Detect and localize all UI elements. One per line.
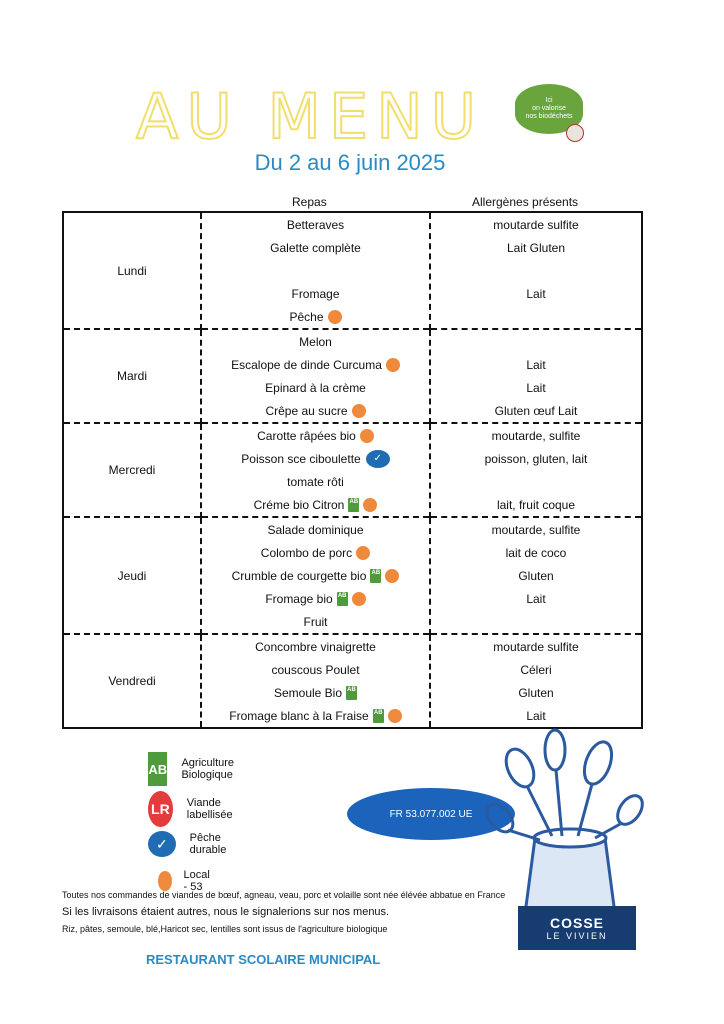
allergen-list [430, 517, 642, 634]
meal-item [202, 213, 429, 236]
local-dot-icon [388, 709, 402, 723]
local-dot-icon [352, 404, 366, 418]
fr-approval-badge: FR 53.077.002 UE [347, 788, 515, 840]
day-name: Vendredi [63, 634, 201, 728]
msc-fish-icon: ✓ [148, 831, 176, 857]
allergen-item: Gluten [518, 685, 554, 700]
meal-item [202, 587, 429, 610]
meal-item-label: Fromage blanc à la Fraise [229, 708, 369, 723]
ab-logo-icon: AB [346, 686, 357, 700]
allergen-item: Lait [526, 357, 546, 372]
allergen-item: Lait [526, 708, 546, 723]
menu-day-row [63, 423, 642, 517]
column-header-repas: Repas [292, 195, 327, 209]
local-dot-icon [356, 546, 370, 560]
meal-item-label: Galette complète [270, 240, 361, 255]
legend-item-ab [148, 752, 247, 786]
allergen-item: Lait [526, 380, 546, 395]
meal-item [202, 518, 429, 541]
cosse-logo-line2: LE VIVIEN [546, 931, 608, 941]
allergen-list [430, 423, 642, 517]
meal-item [202, 236, 429, 259]
day-name: Jeudi [63, 517, 201, 634]
meal-item [202, 541, 429, 564]
cosse-logo-line1: COSSE [549, 915, 604, 931]
utensils-illustration [480, 728, 650, 914]
meal-item-label: tomate rôti [287, 474, 344, 489]
meal-list [201, 634, 430, 728]
msc-fish-icon: ✓ [366, 450, 390, 468]
ab-logo-icon: AB [370, 569, 381, 583]
local-dot-icon [158, 871, 172, 891]
allergen-item: Lait Gluten [506, 240, 566, 255]
menu-table [62, 211, 643, 729]
meal-item-label: couscous Poulet [271, 662, 360, 677]
cosse-le-vivien-logo [518, 906, 636, 950]
local-dot-icon [385, 569, 399, 583]
meal-item [202, 353, 429, 376]
meal-item [202, 282, 429, 305]
legend-label-label-rouge: Viande labellisée [186, 797, 233, 821]
legend-label-local: Local - 53 [183, 869, 210, 893]
legend-item-label-rouge [148, 791, 244, 827]
menu-date: Du 2 au 6 juin 2025 [254, 150, 446, 175]
meal-item [202, 399, 429, 422]
meal-item-label: Fromage bio [265, 591, 333, 606]
local-dot-icon [360, 429, 374, 443]
biowaste-badge-line1: Ici [545, 97, 553, 104]
allergen-item [431, 610, 641, 633]
footer-line-organic: Riz, pâtes, semoule, blé,Haricot sec, lentilles sont issus de l'agriculture biologique [62, 924, 388, 934]
legend-label-ab: Agriculture Biologique [181, 757, 235, 781]
meal-item-label: Epinard à la crème [265, 380, 366, 395]
ab-logo-icon: AB [148, 752, 167, 786]
allergen-item: Lait [526, 286, 546, 301]
legend-label-msc: Pêche durable [189, 832, 227, 856]
meal-item-label: Semoule Bio [273, 685, 343, 700]
meal-item [202, 610, 429, 633]
meal-item [202, 493, 429, 516]
meal-item-label: Pêche [289, 309, 324, 324]
meal-item [202, 305, 429, 328]
local-dot-icon [386, 358, 400, 372]
seal-icon [566, 124, 584, 142]
page-title: AU MENU [136, 80, 484, 153]
legend-item-msc [148, 831, 239, 857]
label-rouge-icon: LR [148, 791, 173, 827]
allergen-item [431, 259, 641, 282]
footer-line-origin: Toutes nos commandes de viandes de bœuf, agneau, veau, porc et volaille sont née élévée abbatue en France [62, 890, 506, 900]
allergen-item [431, 305, 641, 328]
meal-list [201, 423, 430, 517]
meal-item [202, 564, 429, 587]
day-name: Mardi [63, 329, 201, 423]
meal-item [202, 470, 429, 493]
biowaste-badge-line3: nos biodéchets [525, 113, 573, 120]
ab-logo-icon: AB [337, 592, 348, 606]
meal-list [201, 212, 430, 329]
allergen-item: moutarde sulfite [493, 217, 579, 232]
restaurant-name: RESTAURANT SCOLAIRE MUNICIPAL [146, 952, 381, 967]
allergen-list [430, 634, 642, 728]
biowaste-badge-line2: on valorise [532, 105, 566, 112]
ab-logo-icon: AB [348, 498, 359, 512]
menu-day-row [63, 634, 642, 728]
meal-item [202, 635, 429, 658]
meal-item-label: Crumble de courgette bio [231, 568, 367, 583]
meal-item [202, 330, 429, 353]
menu-day-row [63, 329, 642, 423]
meal-item-label: Escalope de dinde Curcuma [231, 357, 382, 372]
allergen-item: Lait [526, 591, 546, 606]
meal-item-label: Salade dominique [267, 522, 364, 537]
allergen-item: Gluten œuf Lait [494, 403, 578, 418]
allergen-item: Céleri [520, 662, 552, 677]
local-dot-icon [352, 592, 366, 606]
allergen-list [430, 329, 642, 423]
menu-day-row [63, 517, 642, 634]
meal-item-label: Poisson sce ciboulette [241, 451, 361, 466]
meal-item [202, 681, 429, 704]
meal-item [202, 424, 429, 447]
allergen-item: moutarde, sulfite [491, 522, 581, 537]
column-header-allergens: Allergènes présents [472, 195, 579, 209]
allergen-item: poisson, gluten, lait [484, 451, 588, 466]
meal-item [202, 447, 429, 470]
meal-item [202, 259, 429, 282]
meal-item-label: Fromage [291, 286, 340, 301]
allergen-item [431, 470, 641, 493]
meal-item-label: Fruit [303, 614, 328, 629]
allergen-item: moutarde, sulfite [491, 428, 581, 443]
meal-item-label: Créme bio Citron [253, 497, 345, 512]
meal-item-label: Carotte râpées bio [257, 428, 356, 443]
allergen-list [430, 212, 642, 329]
ab-logo-icon: AB [373, 709, 384, 723]
meal-item-label: Melon [299, 334, 332, 349]
local-dot-icon [328, 310, 342, 324]
meal-list [201, 517, 430, 634]
menu-day-row [63, 212, 642, 329]
meal-item [202, 704, 429, 727]
meal-item-label: Colombo de porc [260, 545, 353, 560]
meal-item [202, 658, 429, 681]
allergen-item: lait de coco [505, 545, 567, 560]
day-name: Mercredi [63, 423, 201, 517]
allergen-item: moutarde sulfite [493, 639, 579, 654]
allergen-item [431, 330, 641, 353]
allergen-item: Gluten [518, 568, 554, 583]
day-name: Lundi [63, 212, 201, 329]
local-dot-icon [363, 498, 377, 512]
meal-item-label: Concombre vinaigrette [255, 639, 376, 654]
allergen-item: lait, fruit coque [496, 497, 576, 512]
meal-item-label: Crêpe au sucre [265, 403, 348, 418]
meal-item-label: Betteraves [286, 217, 345, 232]
meal-item [202, 376, 429, 399]
meal-list [201, 329, 430, 423]
footer-line-deliveries: Si les livraisons étaient autres, nous le signalerions sur nos menus. [62, 906, 390, 918]
